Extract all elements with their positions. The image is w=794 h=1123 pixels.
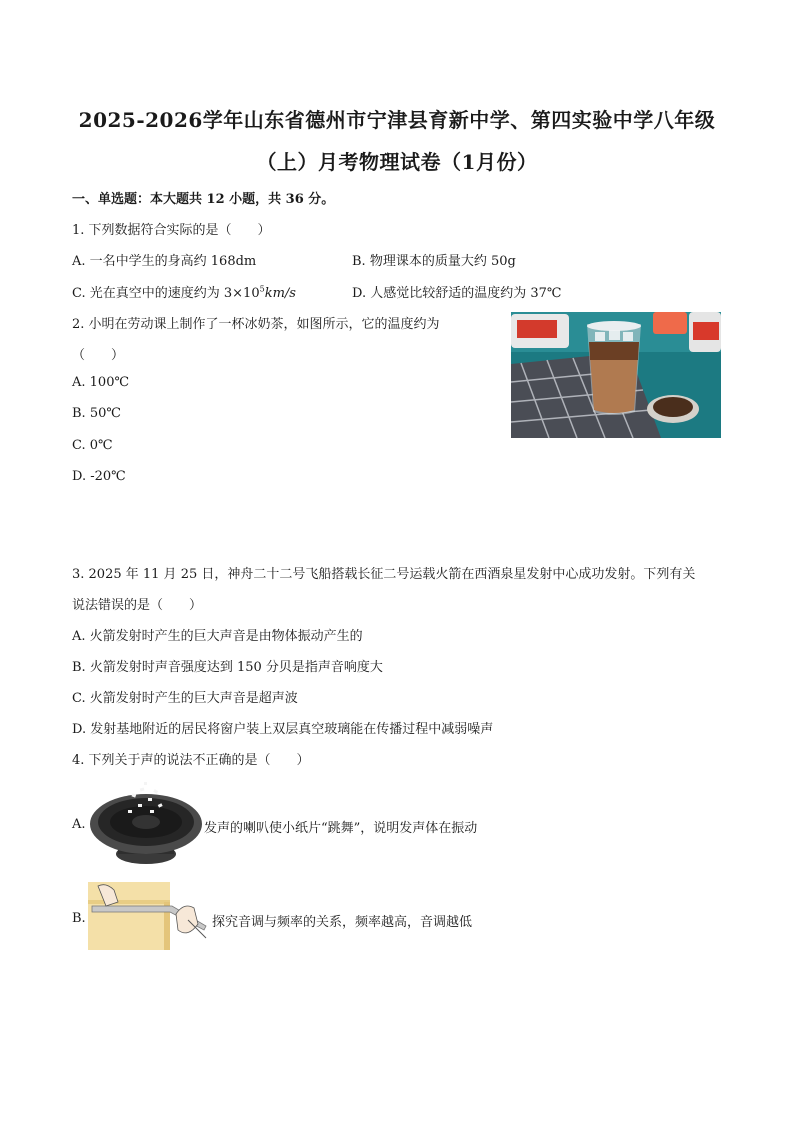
q3-option-d: D. 发射基地附近的居民将窗户装上双层真空玻璃能在传播过程中减弱噪声 [72,722,494,737]
speaker-image [88,780,204,866]
q1-option-c-exponent: 5 [259,284,265,294]
q1-option-c [72,282,296,301]
q2-option-a: A. 100℃ [72,375,130,390]
q3-stem-line2: 说法错误的是（ ） [72,598,203,613]
q4-option-a-label: A. [72,817,86,832]
q2-stem-line1: 2. 小明在劳动课上制作了一杯冰奶茶，如图所示，它的温度约为 [72,317,440,332]
section-heading: 一、单选题：本大题共 12 小题，共 36 分。 [72,192,335,207]
q3-option-c: C. 火箭发射时产生的巨大声音是超声波 [72,691,298,706]
q4-option-b-label: B. [72,911,86,926]
ruler-on-table-image [88,882,210,950]
q1-option-c-prefix: C. 光在真空中的速度约为 3×10 [72,286,260,301]
exam-title-line1: 2025-2026学年山东省德州市宁津县育新中学、第四实验中学八年级 [78,108,716,132]
q1-option-a: A. 一名中学生的身高约 168dm [72,254,257,269]
q1-stem: 1. 下列数据符合实际的是（ ） [72,223,271,238]
q2-stem-line2: （ ） [72,348,125,363]
q1-option-b: B. 物理课本的质量大约 50g [352,254,516,269]
q2-option-b: B. 50℃ [72,406,121,421]
iced-milk-tea-image [511,312,721,438]
q3-stem-line1: 3. 2025 年 11 月 25 日，神舟二十二号飞船搭载长征二号运载火箭在西酒泉星发射中心成功发射。下列有关 [72,567,696,582]
q4-option-a-text: 发声的喇叭使小纸片“跳舞”，说明发声体在振动 [204,821,478,836]
q4-option-b-text: 探究音调与频率的关系，频率越高，音调越低 [212,915,473,930]
q3-option-b: B. 火箭发射时声音强度达到 150 分贝是指声音响度大 [72,660,383,675]
q4-stem: 4. 下列关于声的说法不正确的是（ ） [72,753,310,768]
q2-option-c: C. 0℃ [72,438,113,453]
q1-option-d: D. 人感觉比较舒适的温度约为 37℃ [352,286,562,301]
q3-option-a: A. 火箭发射时产生的巨大声音是由物体振动产生的 [72,629,363,644]
q1-option-c-unit: km/s [264,286,296,301]
exam-title-line2: （上）月考物理试卷（1月份） [256,150,538,174]
q2-option-d: D. -20℃ [72,469,126,484]
